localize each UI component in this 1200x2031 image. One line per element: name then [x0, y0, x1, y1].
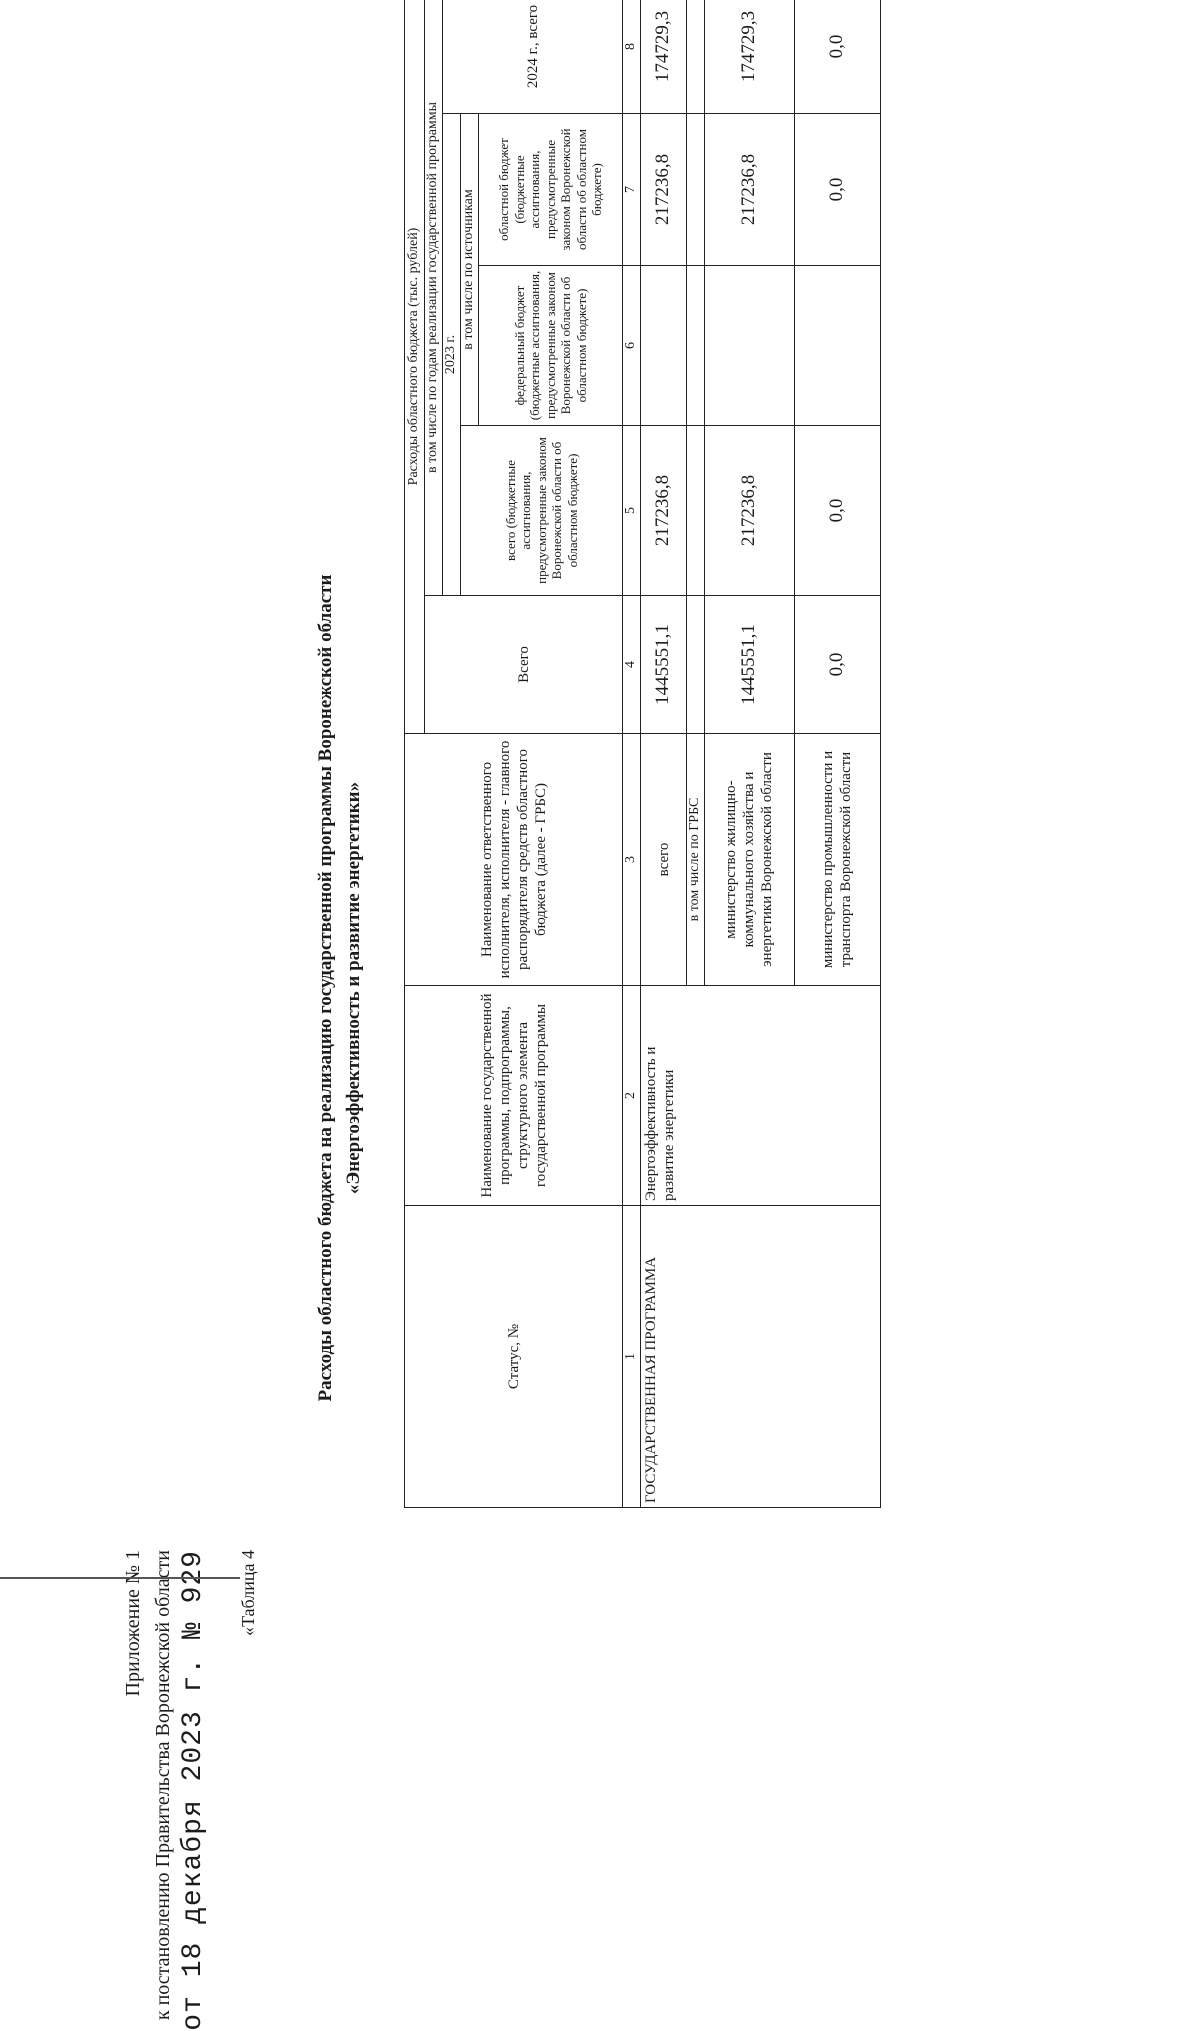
document-subtitle: «Энергоэффективность и развитие энергетики»	[343, 781, 364, 1195]
header-federal-budget: федеральный бюджет (бюджетные ассигнования, предусмотренные законом Воронежской области об областном бюджете)	[479, 266, 623, 426]
column-numbers-row	[623, 0, 641, 1508]
row-total-2023: 0,0	[794, 426, 880, 596]
decree-date-stamp: от 18 декабря 2023 г. № 929	[178, 1550, 209, 2031]
row-federal	[704, 266, 794, 426]
header-expenses: Расходы областного бюджета (тыс. рублей)	[405, 0, 425, 734]
row-total: 0,0	[794, 596, 880, 734]
col-number-8: 8	[623, 0, 641, 114]
row-total-2023: 217236,8	[704, 426, 794, 596]
header-total: Всего	[425, 596, 623, 734]
col-number-3: 3	[623, 734, 641, 986]
program-status: ГОСУДАРСТВЕННАЯ ПРОГРАММА	[641, 1206, 881, 1508]
row-regional: 217236,8	[704, 114, 794, 266]
row-regional	[687, 114, 705, 266]
row-2024: 0,0	[794, 0, 880, 114]
row-regional: 217236,8	[641, 114, 687, 266]
appendix-label: Приложение № 1	[122, 1550, 144, 1697]
row-executor: в том числе по ГРБС	[687, 734, 705, 986]
row-2024: 174729,3	[641, 0, 687, 114]
row-total: 1445551,1	[641, 596, 687, 734]
header-total-2023: всего (бюджетные ассигнования, предусмотренные законом Воронежской области об областном бюджете)	[461, 426, 623, 596]
row-total-2023: 217236,8	[641, 426, 687, 596]
col-number-2: 2	[623, 986, 641, 1206]
col-number-5: 5	[623, 426, 641, 596]
col-number-4: 4	[623, 596, 641, 734]
header-regional-budget: областной бюджет (бюджетные ассигнования, предусмотренные законом Воронежской области об областном бюджете)	[479, 114, 623, 266]
row-federal	[687, 266, 705, 426]
page-footer-rule	[0, 1577, 240, 1579]
header-by-years: в том числе по годам реализации государственной программы	[425, 0, 443, 596]
col-number-7: 7	[623, 114, 641, 266]
col-number-1: 1	[623, 1206, 641, 1508]
row-executor: министерство промышленности и транспорта Воронежской области	[794, 734, 880, 986]
header-year-2024: 2024 г., всего	[443, 0, 623, 114]
row-executor: всего	[641, 734, 687, 986]
header-program-name: Наименование государственной программы, подпрограммы, структурного элемента государственной программы	[405, 986, 623, 1206]
header-year-2023: 2023 г.	[443, 114, 461, 596]
table-row	[641, 0, 687, 1508]
document-title: Расходы областного бюджета на реализацию государственной программы Воронежской области	[315, 574, 336, 1402]
expenses-table	[404, 0, 881, 1508]
header-by-sources: в том числе по источникам	[461, 114, 479, 426]
header-status: Статус, №	[405, 1206, 623, 1508]
col-number-6: 6	[623, 266, 641, 426]
row-2024	[687, 0, 705, 114]
row-2024: 174729,3	[704, 0, 794, 114]
row-federal	[641, 266, 687, 426]
program-name: Энергоэффективность и развитие энергетики	[641, 986, 881, 1206]
row-executor: министерство жилищно-коммунального хозяйства и энергетики Воронежской области	[704, 734, 794, 986]
appendix-reference: к постановлению Правительства Воронежской области	[152, 1550, 174, 2021]
row-federal	[794, 266, 880, 426]
header-executor-name: Наименование ответственного исполнителя, исполнителя - главного распорядителя средств областного бюджета (далее - ГРБС)	[405, 734, 623, 986]
row-total: 1445551,1	[704, 596, 794, 734]
row-total-2023	[687, 426, 705, 596]
row-total	[687, 596, 705, 734]
row-regional: 0,0	[794, 114, 880, 266]
table-number: «Таблица 4	[238, 1550, 258, 1636]
